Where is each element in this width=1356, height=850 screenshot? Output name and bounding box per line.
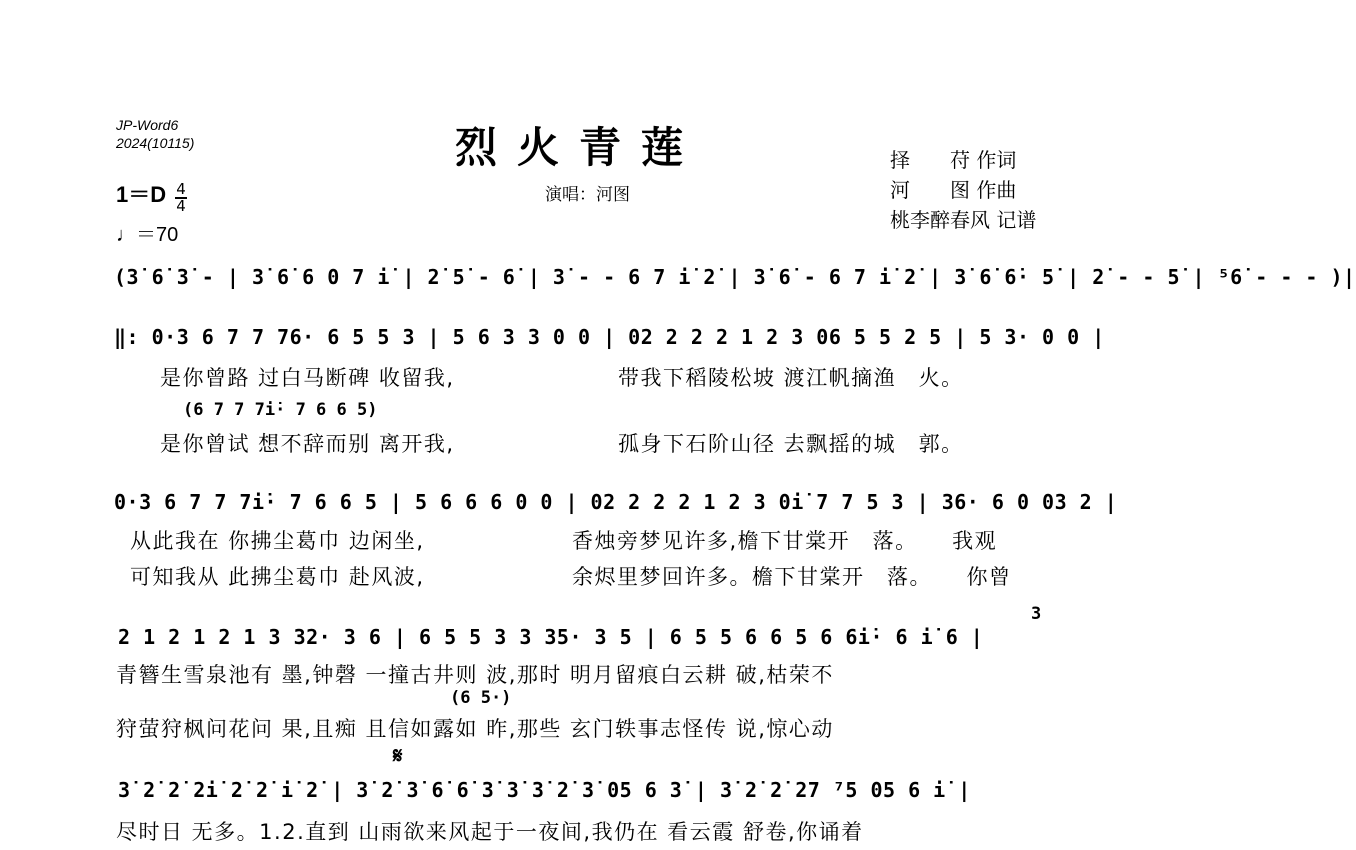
page-title: 烈火青莲 — [455, 123, 704, 172]
segno-sign: 𝄋 — [393, 744, 403, 769]
score-row-intro: (3̇ 6̇ 3̇ - | 3̇ 6̇ 6 0 7 i̇ | 2̇ 5̇ - 6̇ | 3̇ - - 6 7 i̇ 2̇ | 3̇ 6̇ - 6 7 i̇ 2̇ | 3̇ 6̇ 6̇· 5̇ | 2̇ - - 5̇ | ⁵6̇ - - - )| — [114, 265, 1356, 289]
software-name: JP-Word6 — [116, 117, 179, 133]
tempo-marking: ♩＝70 — [116, 224, 179, 246]
time-signature-bottom: 4 — [176, 196, 186, 215]
composer-credit: 河 图 作曲 — [890, 178, 1017, 202]
lyric-line-4a: 可知我从 此拂尘葛巾 赴风波, — [130, 565, 425, 589]
software-version: 2024(10115) — [116, 135, 195, 151]
score-row-verse-1: ‖: 0·3 6 7 7 76· 6 5 5 3 | 5 6 3 3 0 0 | 02 2 2 2 1 2 3 06 5 5 2 5 | 5 3· 0 0 | — [114, 325, 1105, 349]
lyric-line-4b: 余烬里梦回许多。檐下甘棠开 落。 你曾 — [572, 565, 1012, 589]
lyric-line-1b: 带我下稻陵松坡 渡江帆摘渔 火。 — [618, 366, 964, 390]
variant-notes-1: (6 7 7 7i̇· 7 6 6 5) — [183, 400, 378, 420]
lyric-line-1a: 是你曾路 过白马断碑 收留我, — [160, 366, 455, 390]
transcriber-credit: 桃李醉春风 记谱 — [890, 208, 1037, 232]
time-signature-top: 4 — [176, 179, 186, 198]
lyric-line-7: 尽时日 无多。1.2.直到 山雨欲来风起于一夜间,我仍在 看云霞 舒卷,你诵着 — [116, 820, 864, 844]
lyric-line-3b: 香烛旁梦见许多,檐下甘棠开 落。 我观 — [572, 529, 998, 553]
time-signature — [175, 179, 187, 215]
lyricist-credit: 择 苻 作词 — [890, 148, 1017, 172]
key-signature — [116, 178, 187, 214]
singer-credit: 演唱：河图 — [545, 185, 630, 205]
score-row-chorus-2: 3̇ 2̇ 2̇ 2i̇ 2̇ 2̇ i̇ 2̇ | 3̇ 2̇ 3̇ 6̇ 6̇ 3̇ 3̇ 3̇ 2̇ 3̇ 05 6 3̇ | 3̇ 2̇ 2̇ 27 ⁷5 05 6 i̇ | — [118, 778, 971, 802]
lyric-line-2a: 是你曾试 想不辞而别 离开我, — [160, 432, 455, 456]
variant-notes-2: (6 5·) — [450, 688, 512, 708]
score-row-verse-2: 0·3 6 7 7 7i̇· 7 6 6 5 | 5 6 6 6 0 0 | 02 2 2 2 1 2 3 0i̇ 7 7 5 3 | 36· 6 0 03 2 | — [114, 490, 1118, 514]
lyric-line-5: 青簪生雪泉池有 墨,钟磬 一撞古井则 波,那时 明月留痕白云耕 破,枯荣不 — [116, 663, 834, 687]
score-row-chorus-1: 2 1 2 1 2 1 3 32· 3 6 | 6 5 5 3 3 35· 3 5 | 6 5 5 6 6 5 6 6i̇· 6 i̇ 6 | — [118, 625, 984, 649]
key-label: 1＝D — [116, 182, 167, 207]
lyric-line-3a: 从此我在 你拂尘葛巾 边闲坐, — [130, 529, 425, 553]
lyric-line-2b: 孤身下石阶山径 去飘摇的城 郭。 — [618, 432, 964, 456]
triplet-mark: 3 — [1031, 604, 1042, 624]
lyric-line-6: 狩萤狩枫问花问 果,且痴 且信如露如 昨,那些 玄门轶事志怪传 说,惊心动 — [116, 717, 834, 741]
